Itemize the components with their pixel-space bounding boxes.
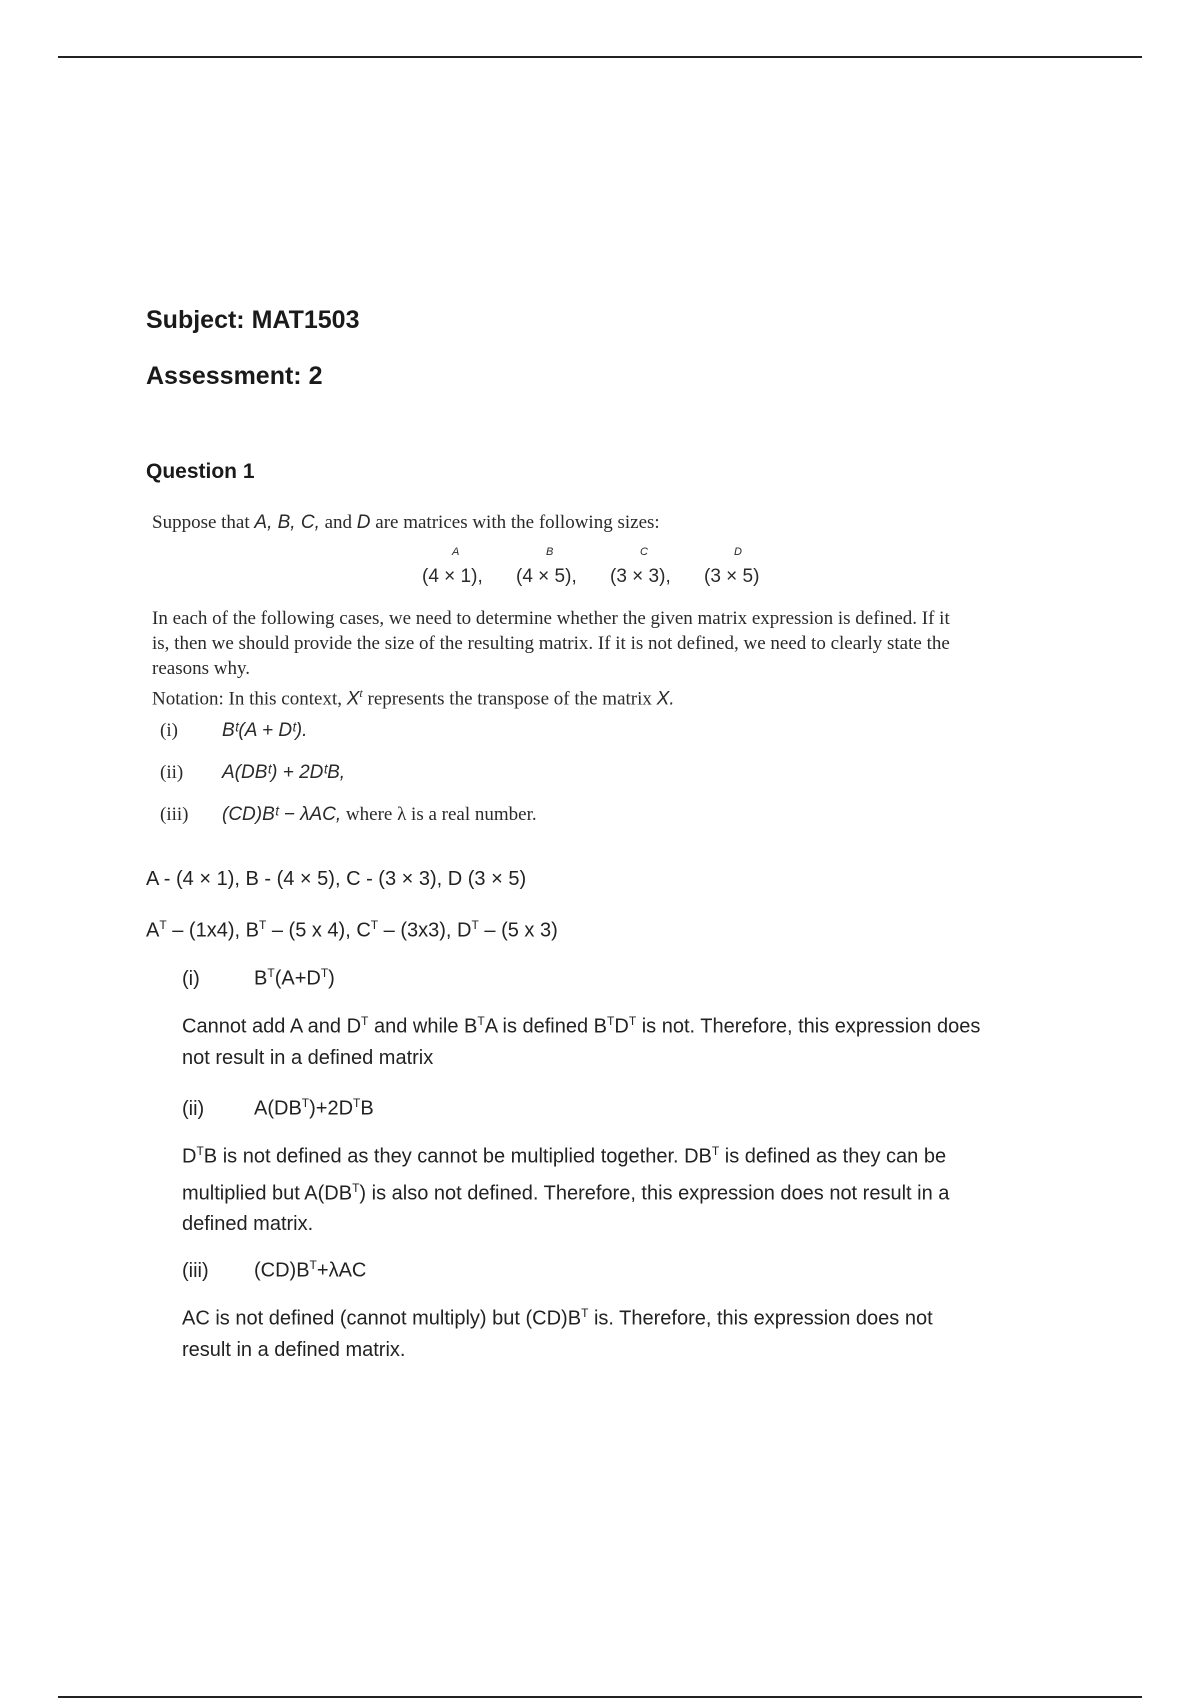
answer-part-i-expr: (i) $B^T(A+D^T)$	[182, 966, 335, 990]
question-item-iii: (iii) (CD)Bᵗ − λAC, where λ is a real number.	[160, 804, 537, 825]
answer-part-i-text: Cannot add A and $D^T$ and while $B^TA$ is defined $B^TD^T$ is not. Therefore, this expression does not result in a defined matrix	[182, 1014, 981, 1069]
answer-part-iii-text: AC is not defined (cannot multiply) but $(CD)B^T$ is. Therefore, this expression does not result in a defined matrix.	[182, 1306, 933, 1361]
size-b: B (4 × 5),	[516, 546, 577, 587]
question-intro: Suppose that A, B, C, and D are matrices with the following sizes:	[152, 512, 660, 533]
answer-part-ii-text: $D^TB$ is not defined as they cannot be multiplied together. $DB^T$ is defined as they can be multiplied but $A(DB^T)$ is also not defined. Therefore, this expression does not result in a defined matrix.	[182, 1144, 950, 1236]
assessment-heading: Assessment: 2	[146, 362, 323, 390]
size-c: C (3 × 3),	[610, 546, 671, 587]
notation-line: Notation: In this context, $X^t$ represents the transpose of the matrix X.	[152, 686, 675, 710]
question-item-i: (i) Bᵗ(A + Dᵗ).	[160, 720, 308, 741]
size-a: A (4 × 1),	[422, 546, 483, 587]
answer-transpose-line: $A^T - (1x4)$, $B^T - (5$ x 4), $C^T - (3x3)$, $D^T - (5$ x 3)	[146, 918, 558, 942]
top-rule	[58, 56, 1142, 58]
bottom-rule	[58, 1696, 1142, 1698]
question-title: Question 1	[146, 460, 255, 483]
question-item-ii: (ii) A(DBᵗ) + 2DᵗB,	[160, 762, 346, 783]
subject-heading: Subject: MAT1503	[146, 306, 360, 334]
answer-part-iii-expr: (iii) $(CD)B^T+\lambda AC$	[182, 1258, 367, 1282]
answer-part-ii-expr: (ii) $A(DB^T)+2D^TB$	[182, 1096, 374, 1120]
size-d: D (3 × 5)	[704, 546, 760, 587]
question-instructions: In each of the following cases, we need to determine whether the given matrix expression is defined. If it is, then we should provide the size of the resulting matrix. If it is not defined, we need to clearly state the reasons why. Notation: In this context, $X^t$ represents the transpose of the matrix X.	[152, 606, 1052, 711]
answer-sizes-line: A - (4 × 1), B - (4 × 5), C - (3 × 3), D (3 × 5)	[146, 868, 527, 890]
